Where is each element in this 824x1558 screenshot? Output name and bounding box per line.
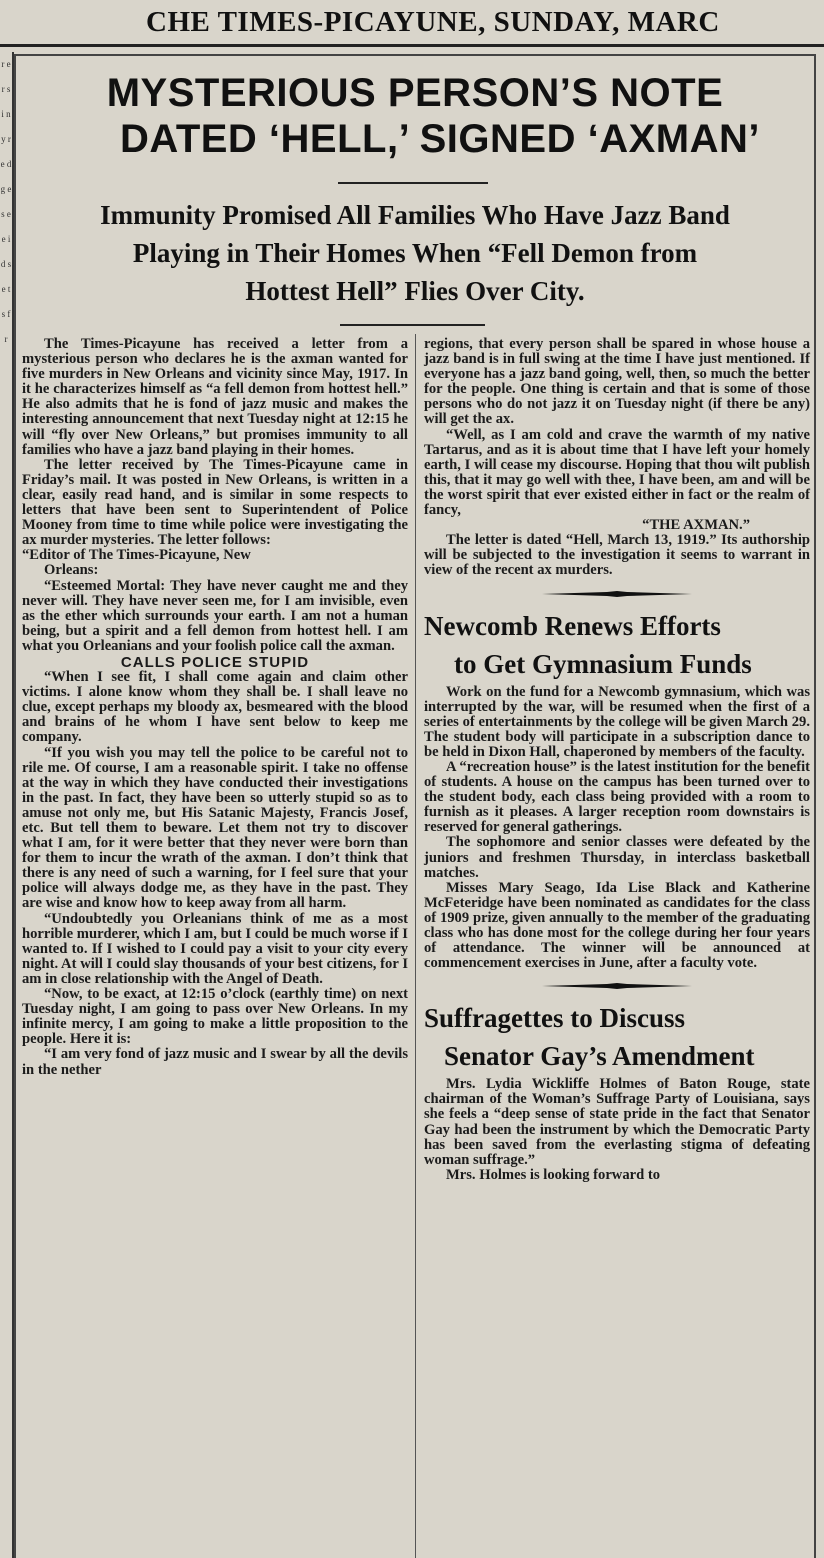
headline-deck <box>20 196 810 310</box>
letter-paragraph: “Undoubtedly you Orleanians think of me as a most horrible murderer, which I am, but I could be much worse if I wanted to. If I wished to I could pay a visit to your city every night. At will I could slay thousands of your best citizens, for I am in close relationship with the Angel of Death. <box>22 910 408 987</box>
right-border-rule <box>814 56 816 1558</box>
deck-line-3: Hottest Hell” Flies Over City. <box>245 276 585 306</box>
newcomb-paragraph: A “recreation house” is the latest institution for the benefit of students. A house on the campus has been turned over to the student body, each class being provided with a room to furnish as it pleases. A larger reception room downstairs is reserved for general gatherings. <box>424 758 810 836</box>
letter-salutation: “Editor of The Times-Picayune, New <box>22 547 251 564</box>
headline-line-1: MYSTERIOUS PERSON’S NOTE <box>106 71 724 115</box>
deck-divider <box>340 324 485 326</box>
letter-paragraph-continued: regions, that every person shall be spared in whose house a jazz band is in full swing at the time I have just mentioned. If everyone has a jazz band going, well, then, so much the better for the people. One thing is certain and that is some of those persons who do not jazz it on Tuesday night (if there be any) will get the ax. <box>424 336 810 428</box>
section-ornament <box>542 591 692 597</box>
newcomb-headline-line-2: to Get Gymnasium Funds <box>454 648 752 679</box>
column-divider <box>415 334 416 1558</box>
axman-paragraph: The letter received by The Times-Picayune came in Friday’s mail. It was posted in New Orleans, is written in a clear, easily read hand, and is similar in some respects to letters that have been sent to Superintendent of Police Mooney from time to time while police were investigating the ax murder mysteries. The letter follows: <box>22 456 408 549</box>
left-border-rule <box>14 56 16 1558</box>
axman-paragraph: The letter is dated “Hell, March 13, 1919.” Its authorship will be subjected to the investigation it seems to warrant in view of the recent ax murders. <box>424 532 810 579</box>
letter-paragraph: “If you wish you may tell the police to be careful not to rile me. Of course, I am a reasonable spirit. I take no offense at the way in which they have conducted their investigations in the past. In fact, they have been so utterly stupid so as to amuse not only me, but His Satanic Majesty, Francis Josef, etc. But tell them to beware. Let them not try to discover what I am, for it were better that they never were born than for them to incur the wrath of the axman. I don’t think that there is any need of such a warning, for I feel sure that your police will always dodge me, as they have in the past. They are wise and know how to keep away from all harm. <box>22 744 408 912</box>
headline-line-2: DATED ‘HELL,’ SIGNED ‘AXMAN’ <box>120 117 760 161</box>
deck-line-1: Immunity Promised All Families Who Have Jazz Band <box>100 200 730 230</box>
masthead <box>0 0 824 47</box>
axman-story-column-1 <box>22 337 408 1078</box>
main-headline <box>20 70 810 162</box>
newcomb-paragraph: Work on the fund for a Newcomb gymnasium, which was interrupted by the war, will be resumed when the first of a series of entertainments by the college will be given March 29. The student body will participate in a subscription dance to be held in Dixon Hall, chaperoned by members of the faculty. <box>424 683 810 760</box>
letter-salutation-cont: Orleans: <box>44 562 99 579</box>
letter-paragraph: “Now, to be exact, at 12:15 o’clock (earthly time) on next Tuesday night, I am going to pass over New Orleans. In my infinite mercy, I am going to make a little proposition to the people. Here it is: <box>22 986 408 1048</box>
section-ornament <box>542 983 692 989</box>
top-border-rule <box>14 54 816 56</box>
letter-paragraph: “When I see fit, I shall come again and claim other victims. I alone know whom they shall be. I shall leave no clue, except perhaps my bloody ax, besmeared with the blood and brains of he whom I have sent below to keep me company. <box>22 669 408 746</box>
newcomb-paragraph: Misses Mary Seago, Ida Lise Black and Katherine McFeteridge have been nominated as candidates for the class of 1909 prize, given annually to the member of the graduating class who has done most for the college during her four years of attendance. The winner will be announced at commencement exercises in June, after a faculty vote. <box>424 879 810 972</box>
suffrage-paragraph: Mrs. Holmes is looking forward to <box>446 1166 661 1183</box>
letter-paragraph: “I am very fond of jazz music and I swear by all the devils in the nether <box>22 1046 408 1078</box>
axman-paragraph: The Times-Picayune has received a letter from a mysterious person who declares he is the axman wanted for five murders in New Orleans and vicinity since May, 1917. In it he characterizes himself as “a fell demon from hottest hell.” He also admits that he is fond of jazz music and makes the interesting announcement that next Tuesday night at 12:15 he will “fly over New Orleans,” but promises immunity to all families who have a jazz band playing in their homes. <box>22 336 408 458</box>
adjacent-column-fragment: r e r s i n y r e d g e s e e i d s e t s f r <box>0 52 14 1558</box>
letter-signature: “THE AXMAN.” <box>642 517 750 534</box>
newcomb-headline-line-1: Newcomb Renews Efforts <box>424 610 721 641</box>
deck-line-2: Playing in Their Homes When “Fell Demon from <box>132 238 698 268</box>
letter-paragraph: “Well, as I am cold and crave the warmth of my native Tartarus, and as it is about time that I have left your homely earth, I will cease my discourse. Hoping that thou wilt publish this, that it may go well with thee, I have been, am and will be the worst spirit that ever existed either in fact or the realm of fancy, <box>424 426 810 519</box>
suffrage-paragraph: Mrs. Lydia Wickliffe Holmes of Baton Rouge, state chairman of the Woman’s Suffrage Party of Louisiana, says she feels a “deep sense of state pride in the fact that Senator Gay had been the instrument by which the Democratic Party has been saved from the everlasting stigma of defeating woman suffrage.” <box>424 1076 810 1168</box>
newcomb-paragraph: The sophomore and senior classes were defeated by the juniors and freshmen Thursday, in interclass basketball matches. <box>424 834 810 881</box>
headline-divider <box>338 182 488 184</box>
section-subhead: CALLS POLICE STUPID <box>120 653 310 671</box>
suffrage-headline-line-1: Suffragettes to Discuss <box>424 1003 685 1034</box>
letter-paragraph: “Esteemed Mortal: They have never caught me and they never will. They have never seen me, for I am invisible, even as the ether which surrounds your earth. I am not a human being, but a spirit and a fell demon from hottest hell. I am what you Orleanians and your foolish police call the axman. <box>22 577 408 654</box>
masthead-title: CHE TIMES-PICAYUNE, SUNDAY, MARC <box>146 6 720 38</box>
right-column <box>424 337 810 1183</box>
suffrage-headline-line-2: Senator Gay’s Amendment <box>444 1041 755 1072</box>
suffrage-headline <box>424 999 810 1075</box>
newcomb-headline <box>424 607 810 683</box>
